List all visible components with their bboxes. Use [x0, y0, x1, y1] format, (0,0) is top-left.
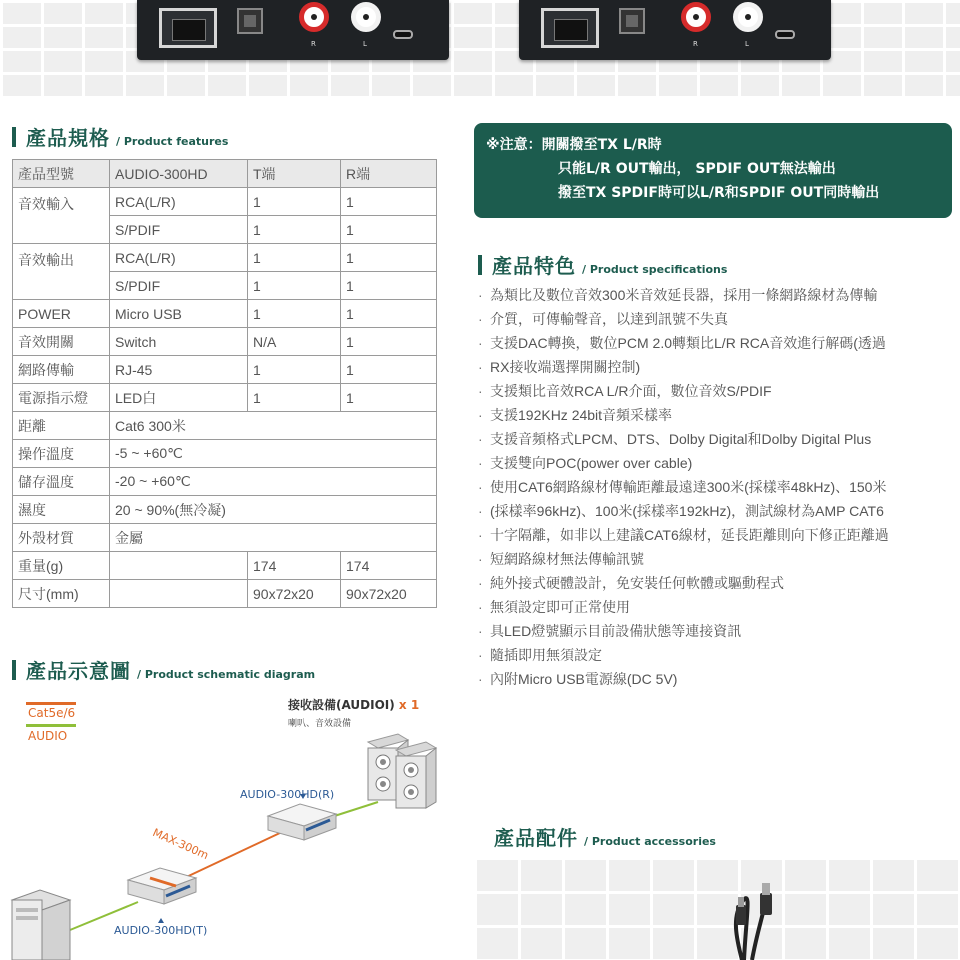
list-item: · 純外接式硬體設計，免安裝任何軟體或驅動程式 — [478, 571, 958, 595]
table-row — [13, 412, 437, 440]
diagram-drawing — [0, 690, 470, 960]
device-back-panel-left — [137, 0, 449, 60]
table-header-cell: R端 — [341, 160, 437, 188]
table-cell: 重量(g) — [13, 552, 110, 580]
list-item: · 具LED燈號顯示目前設備狀態等連接資訊 — [478, 619, 958, 643]
table-cell: 1 — [341, 216, 437, 244]
table-row — [13, 524, 437, 552]
switch-note-box — [474, 123, 952, 218]
legend-audio-label: AUDIO — [28, 729, 68, 743]
table-row — [13, 244, 437, 272]
list-item: · (採樣率96kHz)、100米(採樣率192kHz)，測試線材為AMP CAT6 — [478, 499, 958, 523]
rca-white-port-icon — [351, 2, 381, 32]
table-cell: -20 ~ +60℃ — [110, 468, 437, 496]
table-row — [13, 328, 437, 356]
table-cell: RCA(L/R) — [110, 188, 248, 216]
optical-port-icon — [619, 8, 645, 34]
table-header-row — [13, 160, 437, 188]
schematic-diagram — [0, 690, 470, 960]
table-cell — [110, 580, 248, 608]
rj45-port-icon — [541, 8, 599, 48]
usb-cable-icon — [474, 857, 960, 960]
table-cell — [110, 552, 248, 580]
table-row — [13, 440, 437, 468]
list-item: · 支援DAC轉換，數位PCM 2.0轉類比L/R RCA音效進行解碼(透過 — [478, 331, 958, 355]
list-item: · 短網路線材無法傳輸訊號 — [478, 547, 958, 571]
transmitter-device-icon — [128, 868, 196, 904]
device-back-panel-right — [519, 0, 831, 60]
accessories-heading-zh: 產品配件 — [494, 826, 578, 850]
table-row — [13, 384, 437, 412]
list-item: · 支援音頻格式LPCM、DTS、Dolby Digital和Dolby Digital Plus — [478, 427, 958, 451]
spec-heading-en: / Product features — [116, 135, 229, 148]
heading-bar — [12, 660, 16, 680]
table-cell: N/A — [248, 328, 341, 356]
list-item: · 無須設定即可正常使用 — [478, 595, 958, 619]
table-header-cell: 產品型號 — [13, 160, 110, 188]
table-cell: -5 ~ +60℃ — [110, 440, 437, 468]
table-cell: 網路傳輸 — [13, 356, 110, 384]
table-cell: 音效開關 — [13, 328, 110, 356]
list-item: · 使用CAT6網路線材傳輸距離最遠達300米(採樣率48kHz)、150米 — [478, 475, 958, 499]
rca-l-label: L — [745, 40, 749, 48]
table-row — [13, 552, 437, 580]
table-cell: 1 — [341, 328, 437, 356]
micro-usb-port-icon — [393, 30, 413, 39]
table-cell: RJ-45 — [110, 356, 248, 384]
table-cell: 音效輸入 — [13, 188, 110, 244]
table-cell: 金屬 — [110, 524, 437, 552]
list-item: · RX接收端選擇開關控制) — [478, 355, 958, 379]
receiver-count: x 1 — [398, 698, 420, 712]
table-cell: 90x72x20 — [248, 580, 341, 608]
table-header-cell: AUDIO-300HD — [110, 160, 248, 188]
table-cell: 1 — [248, 216, 341, 244]
list-item: · 隨插即用無須設定 — [478, 643, 958, 667]
rca-white-port-icon — [733, 2, 763, 32]
diagram-heading — [12, 655, 315, 684]
features-heading-en: / Product specifications — [582, 263, 728, 276]
table-cell: 1 — [248, 356, 341, 384]
table-cell: 1 — [248, 188, 341, 216]
distance-label: MAX-300m — [150, 826, 211, 863]
table-cell: 儲存溫度 — [13, 468, 110, 496]
heading-bar — [478, 255, 482, 275]
product-photo-band — [0, 0, 960, 98]
table-row — [13, 356, 437, 384]
table-row — [13, 468, 437, 496]
list-item: · 為類比及數位音效300米音效延長器，採用一條網路線材為傳輸 — [478, 283, 958, 307]
table-cell: 20 ~ 90%(無冷凝) — [110, 496, 437, 524]
rca-l-label: L — [363, 40, 367, 48]
accessories-photo-band — [474, 857, 960, 960]
list-item: · 內附Micro USB電源線(DC 5V) — [478, 667, 958, 691]
table-cell: 90x72x20 — [341, 580, 437, 608]
optical-port-icon — [237, 8, 263, 34]
heading-bar — [12, 127, 16, 147]
spec-heading — [12, 122, 228, 151]
table-cell: 距離 — [13, 412, 110, 440]
rca-r-label: R — [693, 40, 698, 48]
table-row — [13, 496, 437, 524]
table-cell: Micro USB — [110, 300, 248, 328]
table-cell: 尺寸(mm) — [13, 580, 110, 608]
table-cell: 1 — [341, 244, 437, 272]
table-cell: 音效輸出 — [13, 244, 110, 300]
table-cell: Cat6 300米 — [110, 412, 437, 440]
rca-red-port-icon — [681, 2, 711, 32]
table-cell: 電源指示燈 — [13, 384, 110, 412]
table-cell: S/PDIF — [110, 216, 248, 244]
table-row — [13, 188, 437, 216]
table-cell: 1 — [341, 188, 437, 216]
micro-usb-port-icon — [775, 30, 795, 39]
list-item: · 支援192KHz 24bit音頻采樣率 — [478, 403, 958, 427]
features-heading-zh: 產品特色 — [492, 254, 576, 278]
arrow-up-icon — [158, 918, 164, 923]
rca-r-label: R — [311, 40, 316, 48]
list-item: · 支援雙向POC(power over cable) — [478, 451, 958, 475]
rj45-port-icon — [159, 8, 217, 48]
table-cell: 1 — [341, 300, 437, 328]
table-cell: 1 — [341, 356, 437, 384]
table-cell: Switch — [110, 328, 248, 356]
table-cell: 1 — [341, 272, 437, 300]
table-cell: 1 — [248, 244, 341, 272]
table-cell: 1 — [248, 272, 341, 300]
note-line: ※注意：開關撥至TX L/R時 — [486, 137, 662, 153]
list-item: · 支援類比音效RCA L/R介面，數位音效S/PDIF — [478, 379, 958, 403]
table-cell: LED白 — [110, 384, 248, 412]
table-header-cell: T端 — [248, 160, 341, 188]
features-list — [478, 283, 958, 691]
note-line: 撥至TX SPDIF時可以L/R和SPDIF OUT同時輸出 — [558, 185, 880, 201]
accessories-heading — [494, 822, 716, 851]
speaker-icon — [396, 742, 436, 808]
table-cell: S/PDIF — [110, 272, 248, 300]
table-row — [13, 300, 437, 328]
legend-cat-label: Cat5e/6 — [28, 706, 76, 720]
receiver-device-label: AUDIO-300HD(R) — [240, 788, 335, 801]
receiver-subtitle: 喇叭、音效設備 — [288, 719, 352, 729]
accessories-heading-en: / Product accessories — [584, 835, 716, 848]
table-cell: RCA(L/R) — [110, 244, 248, 272]
spec-heading-zh: 產品規格 — [26, 126, 110, 150]
diagram-heading-en: / Product schematic diagram — [137, 668, 316, 681]
receiver-title-text: 接收設備(AUDIOI) — [288, 698, 395, 712]
table-cell: 外殼材質 — [13, 524, 110, 552]
table-cell: 174 — [341, 552, 437, 580]
table-cell: 濕度 — [13, 496, 110, 524]
table-row — [13, 580, 437, 608]
table-cell: POWER — [13, 300, 110, 328]
computer-tower-icon — [12, 890, 70, 960]
features-heading — [478, 250, 727, 279]
transmitter-device-label: AUDIO-300HD(T) — [114, 924, 208, 937]
rca-red-port-icon — [299, 2, 329, 32]
table-cell: 1 — [248, 384, 341, 412]
spec-table — [12, 159, 437, 608]
list-item: · 介質，可傳輸聲音，以達到訊號不失真 — [478, 307, 958, 331]
table-cell: 1 — [341, 384, 437, 412]
table-cell: 操作溫度 — [13, 440, 110, 468]
list-item: · 十字隔離，如非以上建議CAT6線材，延長距離則向下修正距離過 — [478, 523, 958, 547]
table-cell: 1 — [248, 300, 341, 328]
table-cell: 174 — [248, 552, 341, 580]
note-line: 只能L/R OUT輸出， SPDIF OUT無法輸出 — [558, 161, 836, 177]
diagram-heading-zh: 產品示意圖 — [26, 659, 131, 683]
